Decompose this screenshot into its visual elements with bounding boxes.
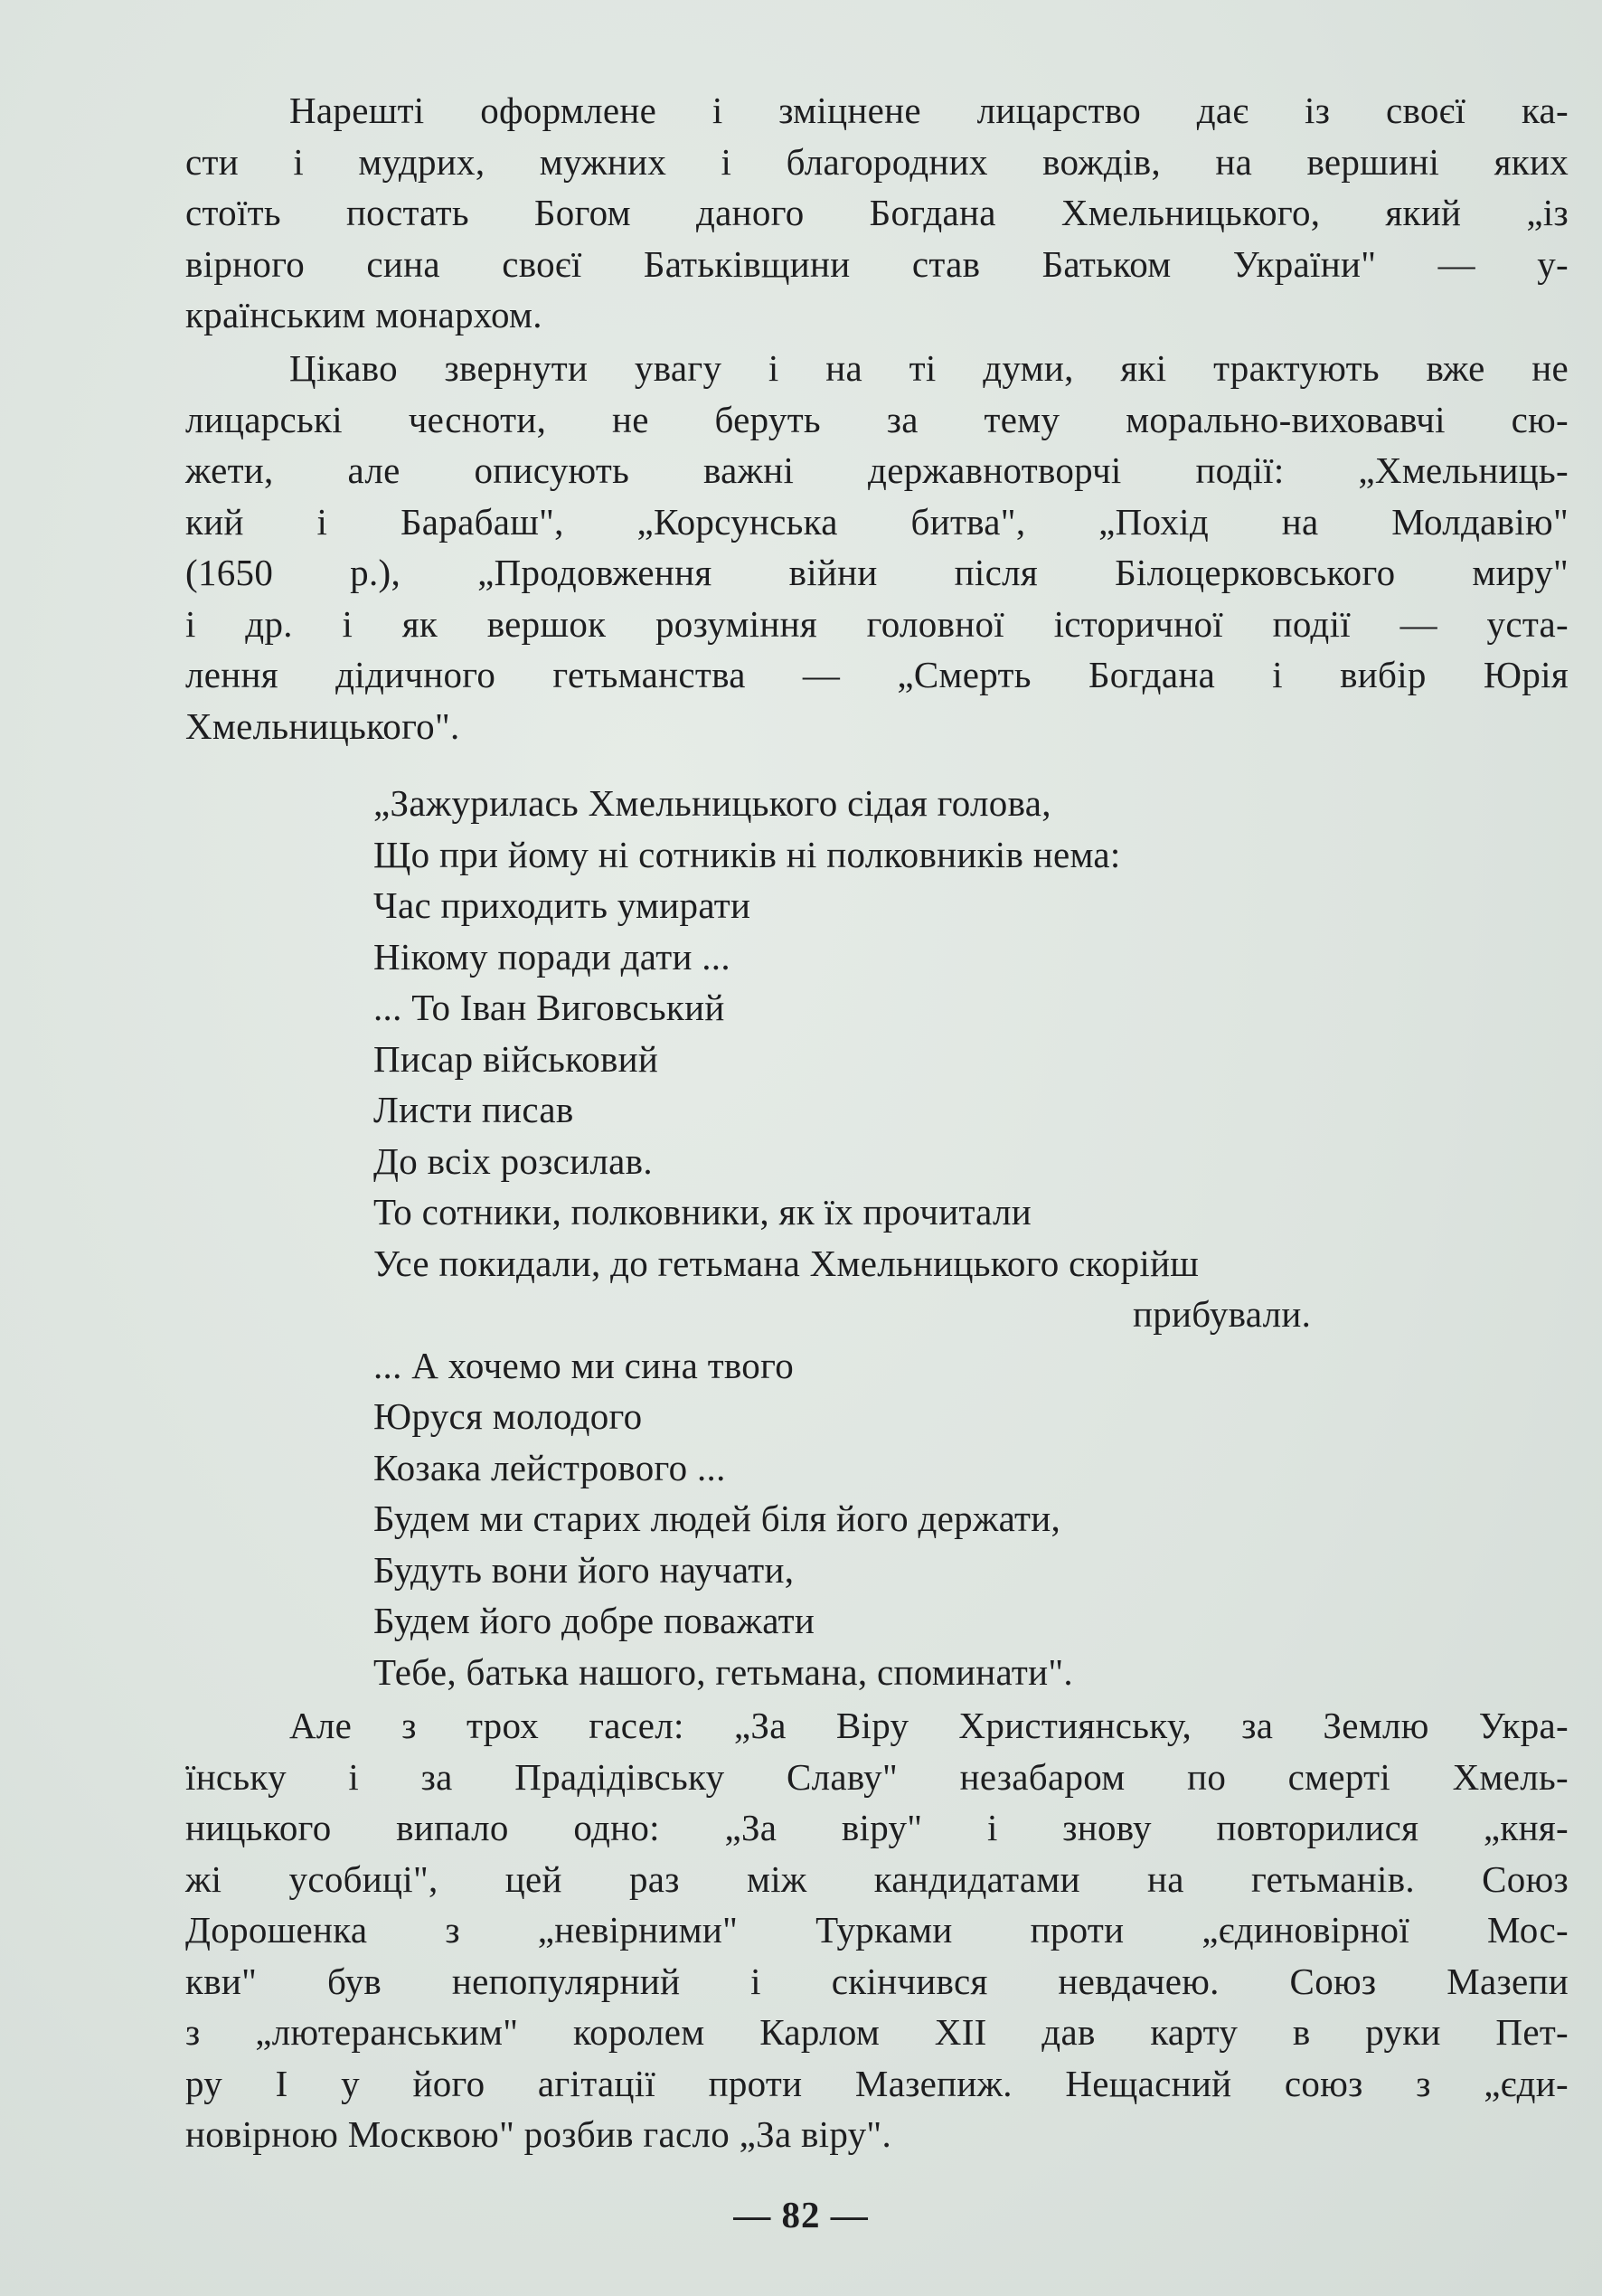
text-line: жети, але описують важні державнотворчі події: „Хмельниць- — [185, 449, 1569, 491]
paragraph-1 — [185, 85, 1569, 341]
text-line: країнським монархом. — [185, 294, 542, 335]
text-line: і др. і як вершок розуміння головної історичної події — уста- — [185, 602, 1569, 645]
poem-line: Будем його добре поважати — [373, 1600, 815, 1641]
text-line: (1650 р.), „Продовження війни після Білоцерковського миру" — [185, 552, 1569, 593]
text-line: ницького випало одно: „За віру" і знову повторилися „кня- — [185, 1807, 1569, 1848]
text-line: Нарешті оформлене і зміцнене лицарство дає із своєї ка- — [289, 90, 1569, 131]
text-line: Хмельницького". — [185, 704, 460, 747]
poem-line: Що при йому ні сотників ні полковників нема: — [373, 833, 1121, 875]
poem-line: Тебе, батька нашого, гетьмана, споминати". — [373, 1650, 1073, 1693]
poem-line: Будем ми старих людей біля його держати, — [373, 1498, 1061, 1539]
text-line: сти і мудрих, мужних і благородних вождів, на вершині яких — [185, 140, 1569, 183]
text-line: Дорошенка з „невірними" Турками проти „єдиновірної Мос- — [185, 1909, 1569, 1951]
text-line: кви" був непопулярний і скінчився невдачею. Союз Мазепи — [185, 1960, 1569, 2002]
text-line: їнську і за Прадідівську Славу" незабаром по смерті Хмель- — [185, 1755, 1569, 1798]
poem-line: То сотники, полковники, як їх прочитали — [373, 1191, 1032, 1233]
text-line: вірного сина своєї Батьківщини став Батьком України" — у- — [185, 242, 1569, 285]
text-line: лицарські чесноти, не беруть за тему морально-виховавчі сю- — [185, 398, 1569, 440]
poem-line: ... То Іван Виговський — [373, 987, 725, 1028]
text-line: Але з трох гасел: „За Віру Християнську, за Землю Укра- — [289, 1705, 1569, 1746]
poem-line: Листи писав — [373, 1089, 574, 1130]
poem-line: Писар військовий — [373, 1037, 659, 1080]
poem-line: До всіх розсилав. — [373, 1139, 653, 1182]
poem-line: Юруся молодого — [373, 1395, 643, 1437]
text-line: кий і Барабаш", „Корсунська битва", „Похід на Молдавію" — [185, 500, 1569, 543]
poem-quotation — [373, 778, 1311, 1697]
text-line: жі усобиці", цей раз між кандидатами на гетьманів. Союз — [185, 1857, 1569, 1900]
poem-line: Нікому поради дати ... — [373, 935, 730, 978]
text-line: Цікаво звернути увагу і на ті думи, які трактують вже не — [289, 347, 1569, 389]
paragraph-3 — [185, 1700, 1569, 2160]
text-line: ру І у його агітації проти Мазепиж. Нещасний союз з „єди- — [185, 2062, 1569, 2104]
poem-line: Час приходить умирати — [373, 884, 751, 926]
text-line: стоїть постать Богом даного Богдана Хмельницького, який „із — [185, 192, 1569, 233]
poem-line: ... А хочемо ми сина твого — [373, 1344, 795, 1386]
text-line: з „лютеранським" королем Карлом XII дав карту в руки Пет- — [185, 2011, 1569, 2053]
page-number: — 82 — — [733, 2194, 869, 2235]
poem-line: Будуть вони його научати, — [373, 1548, 795, 1591]
poem-line: „Зажурилась Хмельницького сідая голова, — [373, 782, 1051, 824]
text-line: новірною Москвою" розбив гасло „За віру". — [185, 2113, 891, 2155]
paragraph-2 — [185, 343, 1569, 751]
text-line: лення дідичного гетьманства — „Смерть Богдана і вибір Юрія — [185, 654, 1569, 695]
poem-line: Козака лейстрового ... — [373, 1446, 726, 1488]
poem-line-continuation: прибували. — [1133, 1293, 1312, 1335]
poem-line: Усе покидали, до гетьмана Хмельницького скорійш — [373, 1242, 1200, 1284]
